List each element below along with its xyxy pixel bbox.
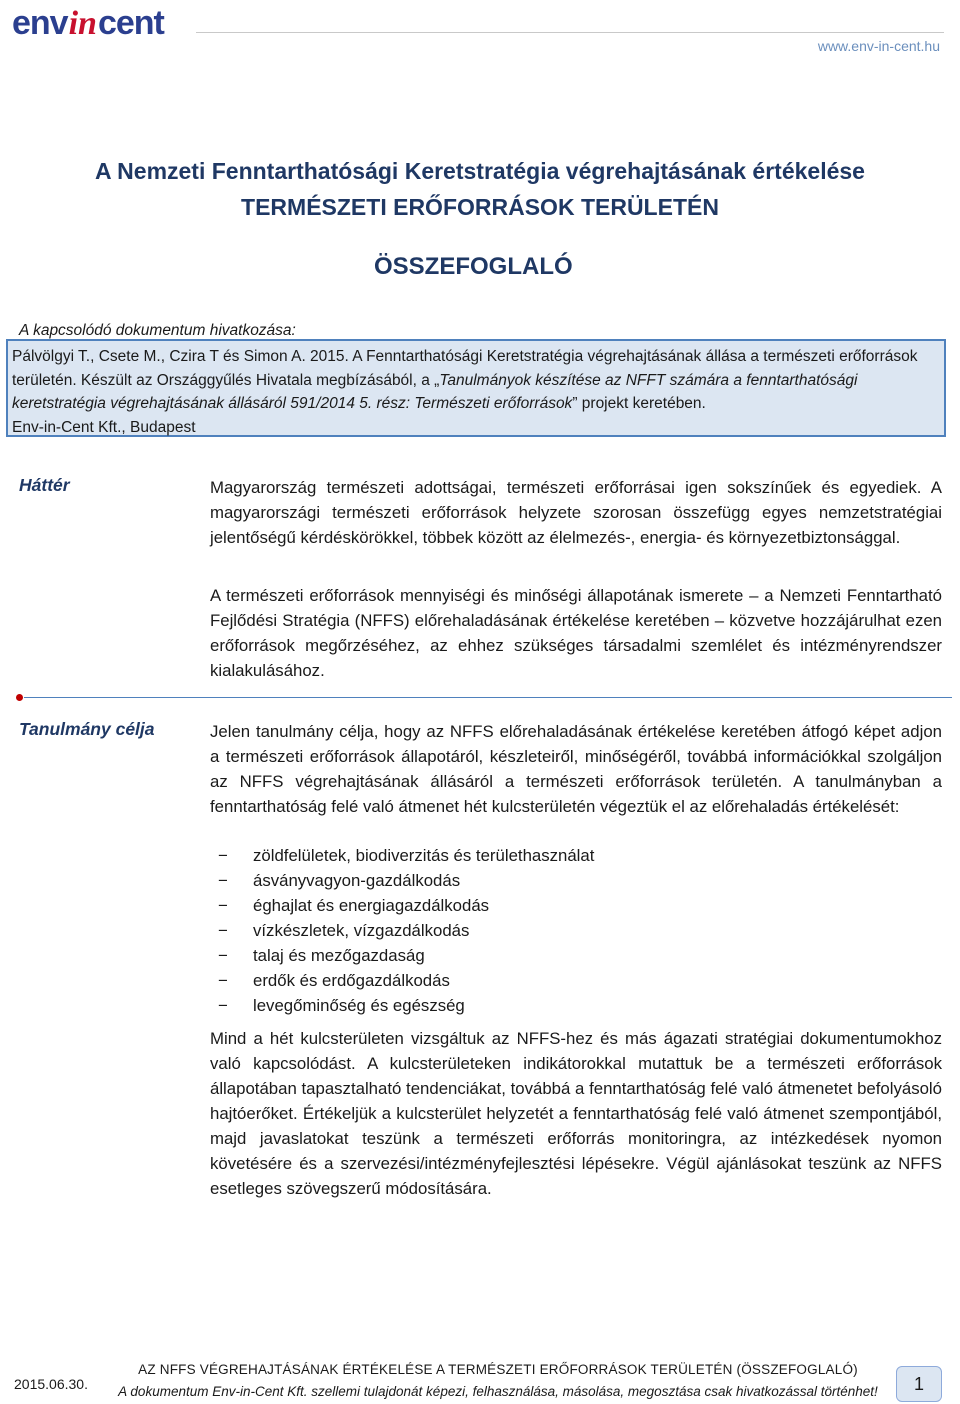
footer-copyright-note: A dokumentum Env-in-Cent Kft. szellemi tulajdonát képezi, felhasználása, másolása, megosztása csak hivatkozással történhet! (118, 1384, 878, 1399)
section-divider (24, 697, 952, 698)
dash-bullet: − (218, 921, 228, 940)
list-item (210, 943, 910, 968)
list-item (210, 918, 910, 943)
list-item-text: éghajlat és energiagazdálkodás (253, 896, 490, 915)
list-item-text: zöldfelületek, biodiverzitás és területhasználat (253, 846, 595, 865)
section-marker-dot (16, 694, 23, 701)
list-item (210, 868, 910, 893)
list-item (210, 968, 910, 993)
list-item (210, 993, 910, 1018)
reference-text (12, 345, 932, 439)
section-heading-celja: Tanulmány célja (19, 719, 155, 739)
list-item-text: levegőminőség és egészség (253, 996, 465, 1015)
logo-text-env: env (12, 4, 68, 42)
list-item-text: erdők és erdőgazdálkodás (253, 971, 450, 990)
hatter-paragraph-2: A természeti erőforrások mennyiségi és minőségi állapotának ismerete – a Nemzeti Fenntartható Fejlődési Stratégia (NFFS) előrehaladásának értékelése keretében – közvetve hozzájárulhat ezen erőforrások megőrzéséhez, az ehhez szükséges társadalmi szemlélet és intézményrendszer kialakulásához. (210, 586, 942, 680)
list-item-text: ásványvagyon-gazdálkodás (253, 871, 461, 890)
section-heading-hatter: Háttér (19, 475, 70, 495)
document-title: A Nemzeti Fenntarthatósági Keretstratégia végrehajtásának értékelése (95, 158, 865, 184)
hatter-paragraph-1: Magyarország természeti adottságai, természeti erőforrásai igen sokszínűek és egyediek. A magyarországi természeti erőforrások helyzete szorosan összefügg egyes nemzetstratégiai jelentőségű kérdéskörökkel, többek között az élelmezés-, energia- és környezetbiztonsággal. (210, 478, 942, 547)
footer-title: AZ NFFS VÉGREHAJTÁSÁNAK ÉRTÉKELÉSE A TERMÉSZETI ERŐFORRÁSOK TERÜLETÉN (ÖSSZEFOGLALÓ) (138, 1362, 858, 1377)
dash-bullet: − (218, 996, 228, 1015)
header-divider (196, 32, 944, 33)
list-item (210, 843, 910, 868)
list-item (210, 893, 910, 918)
site-url-link[interactable]: www.env-in-cent.hu (817, 38, 940, 54)
key-areas-list (210, 843, 910, 1018)
reference-label: A kapcsolódó dokumentum hivatkozása: (19, 322, 296, 339)
celja-paragraph-1: Jelen tanulmány célja, hogy az NFFS előrehaladásának értékelése keretében átfogó képet adjon a természeti erőforrások állapotáról, készleteiről, minőségéről, továbbá információkkal szolgáljon az NFFS végrehajtásának állásáról a természeti erőforrások területén. A tanulmányban a fenntarthatóság felé való átmenet hét kulcsterületén végeztük el az előrehaladás értékelését: (210, 722, 942, 816)
dash-bullet: − (218, 971, 228, 990)
footer-date: 2015.06.30. (14, 1376, 88, 1392)
reference-citation: Pálvölgyi T., Csete M., Czira T és Simon A. 2015. A Fenntarthatósági Keretstratégia végrehajtásának állása a természeti erőforrások területén. Készült az Országgyűlés Hivatala megbízásából, a „ (12, 348, 918, 389)
logo-text-in: in (68, 5, 97, 42)
summary-heading: ÖSSZEFOGLALÓ (374, 253, 573, 280)
page-number: 1 (896, 1366, 942, 1402)
list-item-text: talaj és mezőgazdaság (253, 946, 425, 965)
reference-study-title: Tanulmányok készítése az NFFT számára a fenntarthatósági keretstratégia végrehajtásának állásáról 591/2014 5. rész: Természeti erőforrások (12, 371, 858, 412)
dash-bullet: − (218, 846, 228, 865)
env-in-cent-logo (12, 4, 164, 44)
dash-bullet: − (218, 946, 228, 965)
document-subtitle: TERMÉSZETI ERŐFORRÁSOK TERÜLETÉN (241, 194, 719, 220)
logo-text-cent: cent (97, 4, 164, 42)
dash-bullet: − (218, 871, 228, 890)
reference-publisher: Env-in-Cent Kft., Budapest (12, 418, 196, 436)
dash-bullet: − (218, 896, 228, 915)
list-item-text: vízkészletek, vízgazdálkodás (253, 921, 470, 940)
reference-project: ” projekt keretében. (572, 395, 706, 412)
celja-paragraph-2: Mind a hét kulcsterületen vizsgáltuk az NFFS-hez és más ágazati stratégiai dokumentumokhoz való kapcsolódást. A kulcsterületeken indikátorokkal mutattuk be a természeti erőforrások állapotában tapasztalható tendenciákat, továbbá a fenntarthatóság felé való átmenetet befolyásoló hajtóerőket. Értékeljük a kulcsterület helyzetét a fenntarthatóság felé való átmenet szempontjából, majd javaslatokat teszünk a természeti erőforrás monitoringra, az intézkedések nyomon követésére és a szervezési/intézményfejlesztési lépésekre. Végül ajánlásokat teszünk az NFFS esetleges szövegszerű módosítására. (210, 1029, 942, 1198)
